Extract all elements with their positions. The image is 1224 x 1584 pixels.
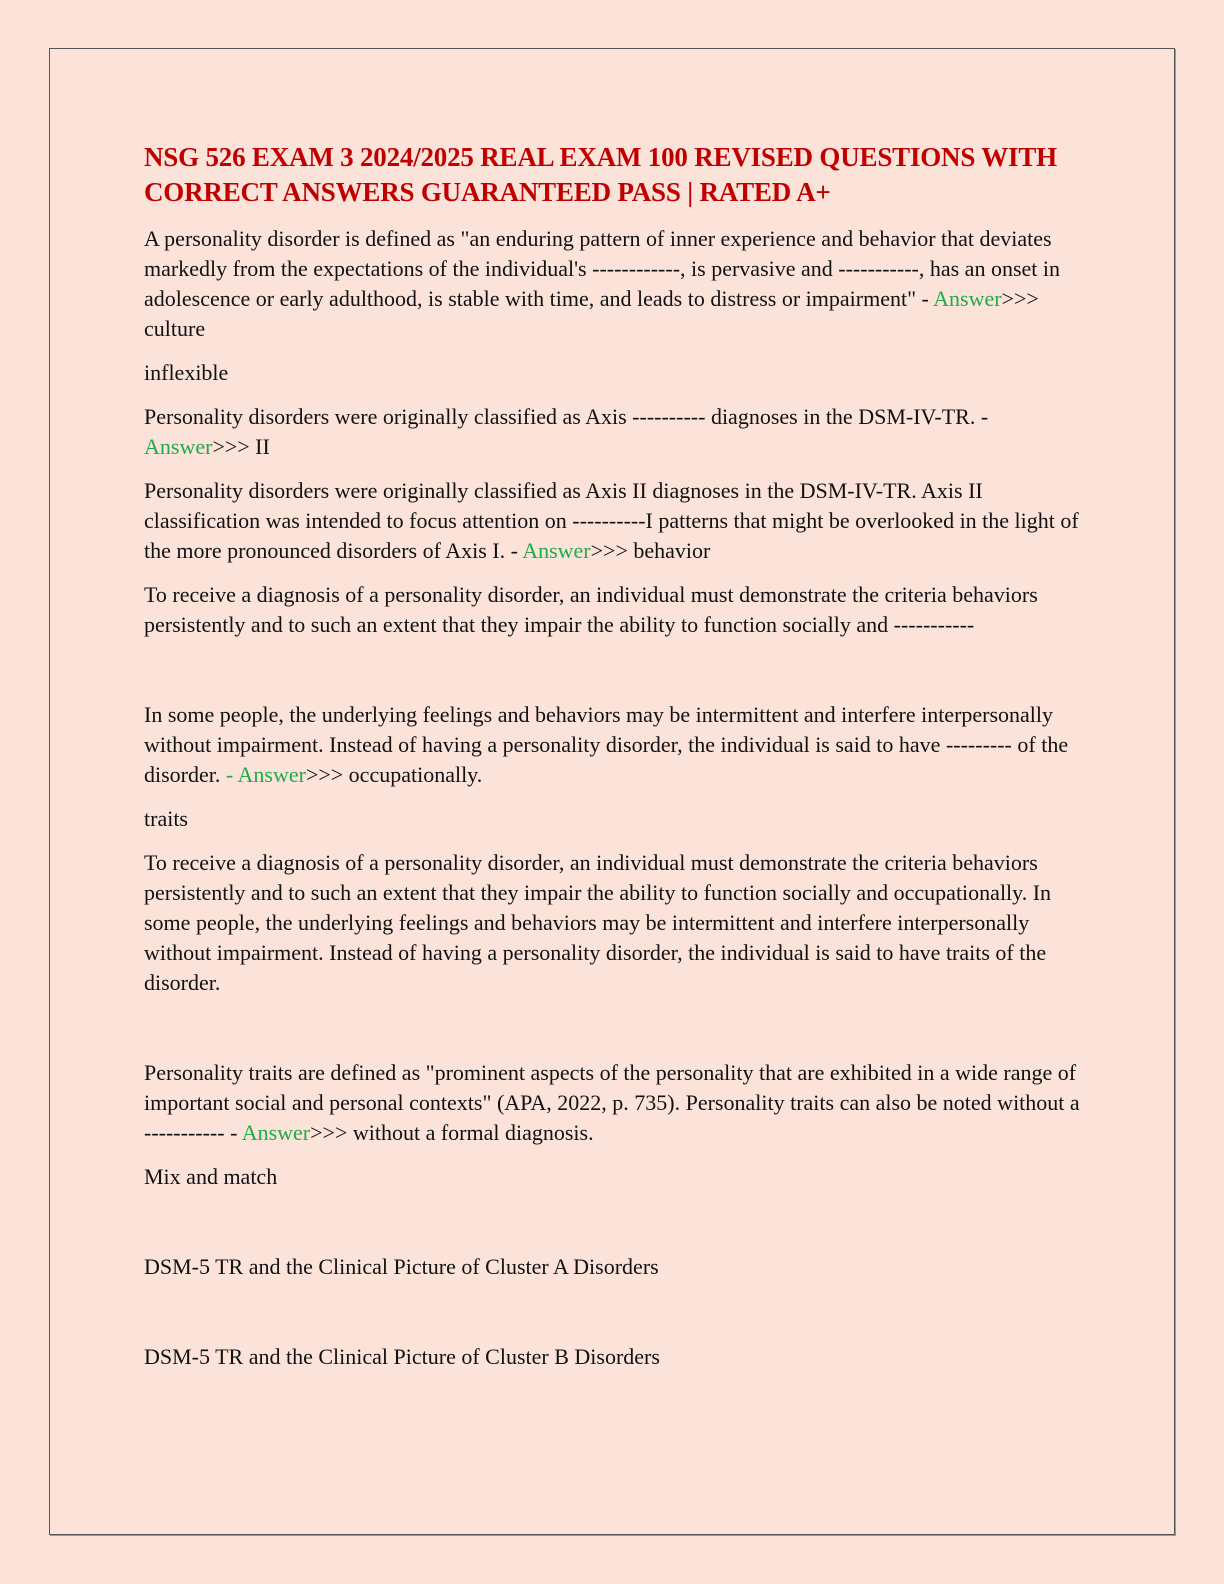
answer-prefix: - bbox=[225, 762, 238, 787]
question-4-part-2 bbox=[144, 700, 1084, 790]
question-5-text: Personality traits are defined as "prominent aspects of the personality that are exhibited in a wide range of important social and personal contexts" (APA, 2022, p. 735). Personality traits can also be noted without a ----------- - bbox=[144, 1060, 1080, 1145]
question-4-text: In some people, the underlying feelings and behaviors may be intermittent and interfere interpersonally without impairment. Instead of having a personality disorder, the individual is said to have --------- of the disorder. bbox=[144, 702, 1069, 787]
question-5-answer: >>> without a formal diagnosis. bbox=[310, 1120, 594, 1145]
question-1 bbox=[144, 224, 1084, 344]
spacer bbox=[144, 654, 1084, 700]
document-body bbox=[144, 140, 1084, 1386]
answer-label: Answer bbox=[144, 434, 213, 459]
question-5-part-1: To receive a diagnosis of a personality disorder, an individual must demonstrate the criteria behaviors persistently and to such an extent that they impair the ability to function socially and occupationally. In some people, the underlying feelings and behaviors may be intermittent and interfere interpersonally without impairment. Instead of having a personality disorder, the individual is said to have traits of the disorder. bbox=[144, 850, 1052, 995]
question-3-text: Personality disorders were originally classified as Axis II diagnoses in the DSM-IV-TR. Axis II classification was intended to focus attention on ----------I patterns that might be overlooked in the light of the more pronounced disorders of Axis I. - bbox=[144, 478, 1079, 563]
spacer bbox=[144, 1206, 1084, 1252]
answer-label: Answer bbox=[241, 1120, 311, 1145]
spacer bbox=[144, 1296, 1084, 1342]
question-3 bbox=[144, 476, 1084, 566]
question-2 bbox=[144, 402, 1084, 462]
question-1-answer-continued: inflexible bbox=[144, 360, 229, 385]
section-heading-cluster-a: DSM-5 TR and the Clinical Picture of Cluster A Disorders bbox=[144, 1254, 659, 1279]
spacer bbox=[144, 1012, 1084, 1058]
question-4-part-1: To receive a diagnosis of a personality disorder, an individual must demonstrate the criteria behaviors persistently and to such an extent that they impair the ability to function socially and ----------- bbox=[144, 582, 1038, 637]
question-5-answer-continued: Mix and match bbox=[144, 1164, 278, 1189]
question-3-answer: >>> behavior bbox=[590, 538, 711, 563]
document-title: NSG 526 EXAM 3 2024/2025 REAL EXAM 100 REVISED QUESTIONS WITH CORRECT ANSWERS GUARANTEED PASS | RATED A+ bbox=[144, 142, 1057, 207]
question-2-text: Personality disorders were originally classified as Axis ---------- diagnoses in the DSM-IV-TR. - bbox=[144, 404, 989, 429]
answer-label: Answer bbox=[237, 762, 306, 787]
answer-label: Answer bbox=[933, 286, 1002, 311]
question-1-text: A personality disorder is defined as "an enduring pattern of inner experience and behavior that deviates markedly from the expectations of the individual's ------------, is pervasive and -----------, has an onset in adolescence or early adulthood, is stable with time, and leads to distress or impairment" - bbox=[144, 226, 1060, 311]
question-4-answer-continued: traits bbox=[144, 806, 188, 831]
question-2-answer: >>> II bbox=[212, 434, 270, 459]
answer-label: Answer bbox=[522, 538, 591, 563]
question-5-part-2 bbox=[144, 1058, 1084, 1148]
question-1-answer: >>> culture bbox=[144, 286, 1039, 341]
question-4-answer: >>> occupationally. bbox=[305, 762, 483, 787]
section-heading-cluster-b: DSM-5 TR and the Clinical Picture of Cluster B Disorders bbox=[144, 1344, 660, 1369]
